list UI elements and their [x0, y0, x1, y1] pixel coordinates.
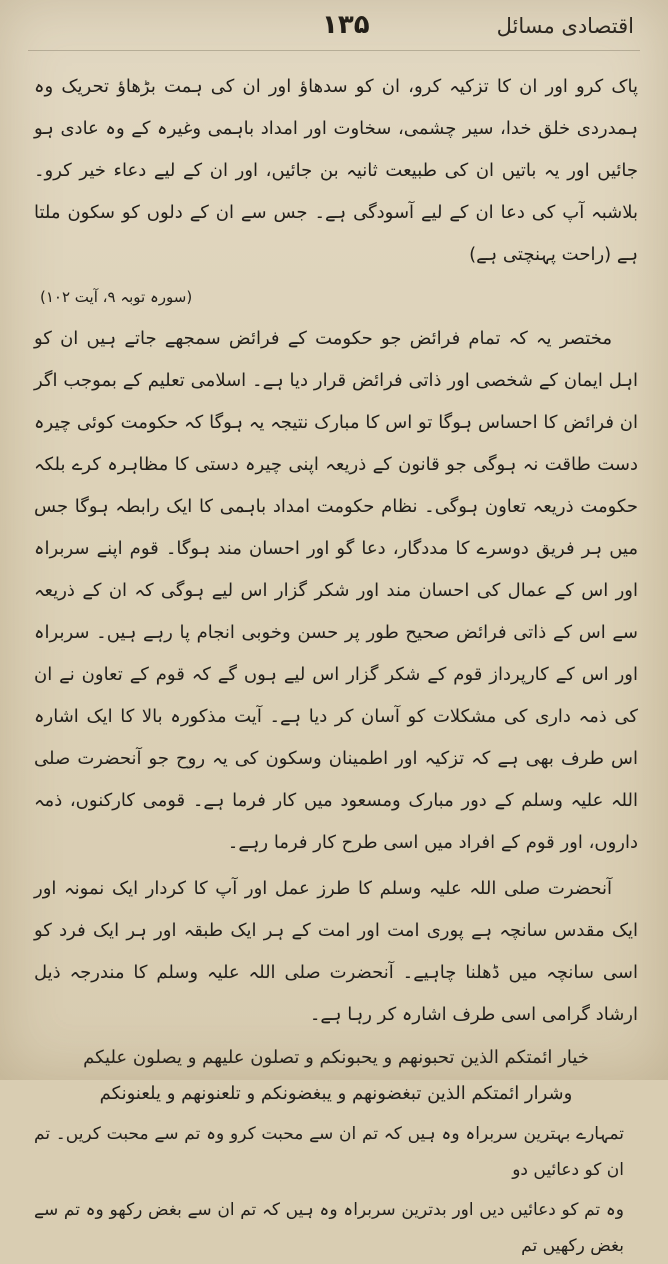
hadith-arabic-line-2: وشرار ائمتکم الذین تبغضونھم و یبغضونکم و تلعنونھم و یلعنونکم: [99, 1083, 573, 1104]
running-title: اقتصادی مسائل: [496, 14, 634, 38]
paragraph-government-duties: مختصر یہ کہ تمام فرائض جو حکومت کے فرائض سمجھے جاتے ہیں ان کو اہل ایمان کے شخصی اور ذاتی فرائض قرار دیا ہے۔ اسلامی تعلیم کے بموجب اگر ان فرائض کا احساس ہوگا تو اس کا مبارک نتیجہ یہ ہوگا کہ حکومت کوئی چیرہ دست طاقت نہ ہوگی جو قانون کے ذریعہ اپنی چیرہ دستی کا مظاہرہ کرے بلکہ حکومت ذریعہ تعاون ہوگی۔ نظام حکومت امداد باہمی کا ایک رابطہ ہوگا جس میں ہر فریق دوسرے کا مددگار، دعا گو اور احسان مند ہوگا۔ قوم اپنے سربراہ اور اس کے عمال کی احسان مند اور شکر گزار اس لیے ہوگی کہ ان کے ذریعہ سے اس کے ذاتی فرائض صحیح طور پر حسن وخوبی انجام پا رہے ہیں۔ سربراہ اور اس کے کارپرداز قوم کے شکر گزار اس لیے ہوں گے کہ قوم کے تعاون نے ان کی ذمہ داری کی مشکلات کو آسان کر دیا ہے۔ آیت مذکورہ بالا کا ایک اشارہ اس طرف بھی ہے کہ تزکیہ اور اطمینان وسکون کی یہ روح جو آنحضرت صلی اللہ علیہ وسلم کے دور مبارک ومسعود میں کار فرما ہے۔ قومی کارکنوں، ذمہ داروں، اور قوم کے افراد میں اسی طرح کار فرما رہے۔: [34, 328, 638, 853]
paragraph-prophet-example: آنحضرت صلی اللہ علیہ وسلم کا طرز عمل اور آپ کا کردار ایک نمونہ اور ایک مقدس سانچہ ہے پوری امت اور امت کے ہر ایک طبقہ اور ہر ایک فرد کو اسی سانچہ میں ڈھلنا چاہیے۔ آنحضرت صلی اللہ علیہ وسلم کا مندرجہ ذیل ارشاد گرامی اسی طرف اشارہ کر رہا ہے۔: [34, 878, 638, 1025]
page-header: [0, 0, 668, 48]
hadith-translation-line-1: تمہارے بہترین سربراہ وہ ہیں کہ تم ان سے محبت کرو وہ تم سے محبت کریں۔ تم ان کو دعائیں دو: [34, 1124, 624, 1180]
hadith-arabic-line-1: خیار ائمتکم الذین تحبونھم و یحبونکم و تصلون علیھم و یصلون علیکم: [83, 1047, 589, 1068]
hadith-translation-line-2: وہ تم کو دعائیں دیں اور بدترین سربراہ وہ ہیں کہ تم ان سے بغض رکھو وہ تم سے بغض رکھیں تم: [34, 1200, 624, 1256]
page-number: ۱۳۵: [322, 10, 370, 40]
paragraph-verse-explanation: پاک کرو اور ان کا تزکیہ کرو، ان کو سدھاؤ اور ان کی ہمت بڑھاؤ تحریک وہ ہمدردی خلق خدا، سیر چشمی، سخاوت اور امداد باہمی وغیرہ کے وہ عادی ہو جائیں اور یہ باتیں ان کی طبیعت ثانیہ بن جائیں، اور ان کے لیے دعاء خیر کرو۔ بلاشبہ آپ کی دعا ان کے لیے آسودگی ہے۔ جس سے ان کے دلوں کو سکون ملتا ہے (راحت پہنچتی ہے): [34, 76, 638, 265]
quran-citation: (سورہ توبہ ۹، آیت ۱۰۲): [40, 288, 193, 306]
header-divider: [28, 50, 640, 51]
body-text: [34, 66, 638, 1264]
